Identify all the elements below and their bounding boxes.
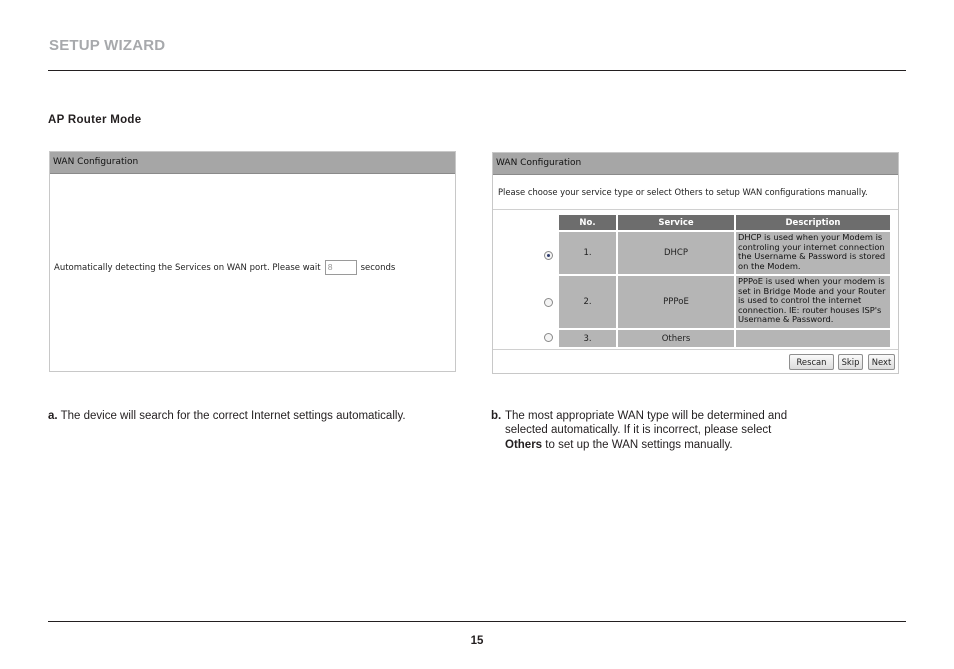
radio-others[interactable] xyxy=(544,333,553,342)
caption-text: The device will search for the correct Internet settings automatically. xyxy=(60,410,406,422)
mode-title: AP Router Mode xyxy=(48,114,142,126)
radio-dhcp[interactable] xyxy=(544,251,553,260)
caption-b xyxy=(491,409,836,452)
others-emphasis: Others xyxy=(505,438,543,451)
caption-line-3 xyxy=(491,438,836,452)
table-row xyxy=(559,232,890,274)
caption-a xyxy=(48,409,468,423)
service-table xyxy=(557,213,892,349)
caption-line-1: The most appropriate WAN type will be determined and xyxy=(505,410,788,422)
row-service: PPPoE xyxy=(618,276,734,328)
row-description xyxy=(736,330,890,347)
detect-text: Automatically detecting the Services on WAN port. Please wait xyxy=(54,262,321,273)
section-title: SETUP WIZARD xyxy=(49,37,166,54)
column-header-service: Service xyxy=(618,215,734,230)
wan-config-detecting-screenshot xyxy=(49,151,456,372)
top-divider xyxy=(48,70,906,71)
service-prompt: Please choose your service type or select Others to setup WAN configurations manually. xyxy=(498,187,868,197)
row-number: 1. xyxy=(559,232,616,274)
separator xyxy=(493,349,898,350)
caption-line-2: selected automatically. If it is incorrect, please select xyxy=(505,424,772,437)
rescan-button[interactable]: Rescan xyxy=(789,354,834,370)
skip-button[interactable]: Skip xyxy=(838,354,863,370)
wan-config-select-screenshot xyxy=(492,152,899,374)
seconds-label: seconds xyxy=(360,262,396,273)
row-number: 3. xyxy=(559,330,616,347)
caption-letter: b. xyxy=(491,410,502,422)
row-service: DHCP xyxy=(618,232,734,274)
panel-title-bar: WAN Configuration xyxy=(50,152,455,174)
bottom-divider xyxy=(48,621,906,622)
row-description: DHCP is used when your Modem is controling your internet connection the Username & Password is stored on the Modem. xyxy=(736,232,890,274)
row-number: 2. xyxy=(559,276,616,328)
caption-line-3-rest: to set up the WAN settings manually. xyxy=(545,438,733,451)
table-row xyxy=(559,276,890,328)
row-service: Others xyxy=(618,330,734,347)
detect-message xyxy=(54,260,395,275)
separator xyxy=(493,209,898,210)
panel-title-bar: WAN Configuration xyxy=(493,153,898,175)
radio-pppoe[interactable] xyxy=(544,298,553,307)
table-row xyxy=(559,330,890,347)
page-number: 15 xyxy=(470,635,484,647)
column-header-description: Description xyxy=(736,215,890,230)
column-header-no: No. xyxy=(559,215,616,230)
row-description: PPPoE is used when your modem is set in Bridge Mode and your Router is used to control the internet connection. IE: router houses ISP's Username & Password. xyxy=(736,276,890,328)
caption-letter: a. xyxy=(48,410,58,422)
next-button[interactable]: Next xyxy=(868,354,895,370)
wait-seconds-field[interactable]: 8 xyxy=(325,260,357,275)
